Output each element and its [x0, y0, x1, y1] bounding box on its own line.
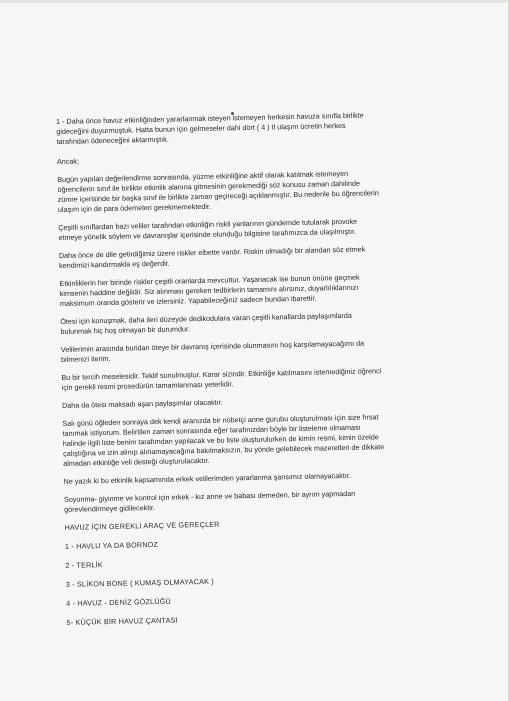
paragraph-activities-risk: Etkinliklerin her birinde riskler çeşitli oranlarda mevcuttur. Yaşanacak ise bunun önüne geçmek kimsenin haddine değildir. Siz alınması gereken tedbirlerin tamamını alırsınız, duyarlılıklarınızı maksimum oranda gösterir ve izlersiniz. Yapabileceğiniz sadece bundan ibarettir.	[59, 272, 360, 308]
paragraph-behavior: Velilerimin arasında bundan öteye bir davranış içerisinde olunmasını hoş karşılamayacağımı da bilmenizi iterim.	[60, 338, 365, 364]
equipment-item: 5- KÜÇÜK BİR HAVUZ ÇANTASI	[66, 615, 178, 627]
equipment-heading: HAVUZ İÇİN GEREKLİ ARAÇ VE GEREÇLER	[64, 519, 220, 532]
equipment-item: 2 - TERLİK	[65, 560, 103, 570]
paragraph-risks: Daha önce de dile getirdiğimiz üzere riskler elbette vardır. Riskin olmadığı bir alandan söz etmek kendimizi kandırmakla eş değerdir.	[58, 244, 366, 270]
scan-edge-top	[0, 0, 510, 3]
paragraph-ancak: Ancak;	[56, 156, 80, 166]
paragraph-gossip: Ötesi için konuşmak, daha ileri düzeyde dedikodulara varan çeşitli kanallarda paylaşımlarda bulunmak hiç hoş olmayan bir durumdur.	[60, 310, 352, 336]
equipment-item: 4 - HAVUZ - DENİZ GÖZLÜĞÜ	[66, 596, 171, 608]
equipment-item: 1 - HAVLU YA DA BORNOZ	[64, 539, 159, 551]
paragraph-choice: Bu bir tercih meselesidir. Teklif sunulmuştur. Karar sizindir. Etkinliğe katılmasını istemediğiniz öğrenci için gerekli resmi prosedürün tamamlanması yeterlidir.	[61, 366, 382, 392]
paragraph-evaluation: Bugün yapılan değerlendirme sonrasında, yüzme etkinliğine aktif olarak katılmak istemeyen öğrencilerin sınıf ile birlikte etkinlik alanına gitmesinin gerekmediği söz konusu zaman dahilinde zümre içerisinde bir başka sınıf ile birlikte zaman geçireceği açıklanmıştır. Bu nedenle bu öğrencilerin ulaşım için de para ödemeleri gerekmemektedir.	[57, 168, 379, 214]
equipment-item: 3 - SLİKON BONE ( KUMAŞ OLMAYACAK )	[65, 576, 214, 589]
document-body	[56, 108, 495, 628]
paragraph-parents-provoke: Çeşitli sınıflardan bazı veliler tarafından etkinliğin riskli yanlarının gündemde tutularak provoke etmeye yönelik söylem ve davranışlar içerisinde olunduğu bilgisine tarafımızca da ulaşılmıştır.	[58, 216, 358, 242]
paragraph-announcement: 1 - Daha önce havuz etkinliğinden yararlanmak isteyen istemeyen herkesin havuza sınıfla birlikte gideceğini duyurmuştuk. Hatta bunun için gelmeseler dahi dört ( 4 ) tl ulaşım ücretin herkes tarafından ödeneceğini aktarmıştık.	[56, 110, 364, 146]
paragraph-changing: Soyunma- giyinme ve kontrol için erkek - kız anne ve babası demeden, bir ayrım yapmadan görevlendirmeye gidilecektir.	[63, 488, 356, 514]
paragraph-duty-mothers: Salı günü öğleden sonraya dek kendi aranızda bir nöbetçi anne gurubu oluşturulması için size fırsat tanımak istiyorum. Belirtilen zaman sonrasında eğer tarafınızdan böyle bir listeleme olmaması halinde ilgili liste benim tarafımdan yapılacak ve bu liste oluşturulurken de kimin resmi, kimin özelde çalıştığına ve izin alınıp alınamayacağına bakılmaksızın, bu yönde gelebilecek mazeretleri de dikkate almadan etkinliğe veli desteği oluşturulacaktır.	[62, 412, 385, 468]
paragraph-sharing: Daha da ötesi maksadı aşan paylaşımlar olacaktır.	[61, 397, 223, 410]
paragraph-fathers: Ne yazık ki bu etkinlik kapsamında erkek velilerimden yararlanma şansımız olamayacaktır.	[63, 470, 351, 486]
